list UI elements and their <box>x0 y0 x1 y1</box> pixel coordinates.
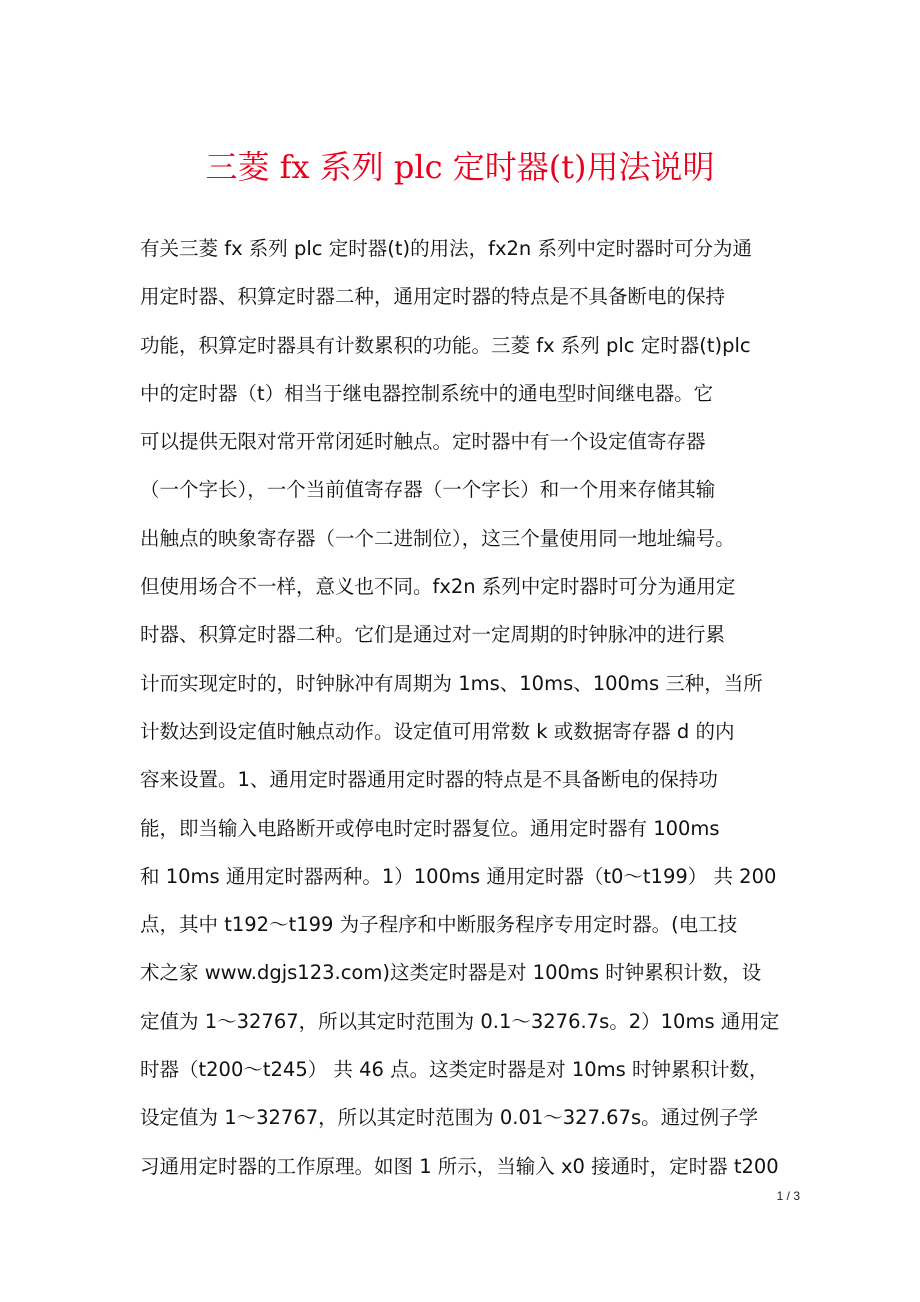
body-line: （一个字长），一个当前值寄存器（一个字长）和一个用来存储其输 <box>140 478 716 502</box>
body-line: 中的定时器（t）相当于继电器控制系统中的通电型时间继电器。它 <box>140 381 714 405</box>
body-line: 时器、积算定时器二种。它们是通过对一定周期的时钟脉冲的进行累 <box>140 623 726 647</box>
body-line: 计数达到设定值时触点动作。设定值可用常数 k 或数据寄存器 d 的内 <box>140 719 735 743</box>
body-line: 但使用场合不一样，意义也不同。fx2n 系列中定时器时可分为通用定 <box>140 575 736 599</box>
body-line: 可以提供无限对常开常闭延时触点。定时器中有一个设定值寄存器 <box>140 430 706 454</box>
body-line: 设定值为 1～32767，所以其定时范围为 0.01～327.67s。通过例子学 <box>140 1106 759 1130</box>
body-line: 定值为 1～32767，所以其定时范围为 0.1～3276.7s。2）10ms 通用定 <box>140 1009 780 1033</box>
body-line: 计而实现定时的，时钟脉冲有周期为 1ms、10ms、100ms 三种，当所 <box>140 671 763 695</box>
document-title: 三菱 fx 系列 plc 定时器(t)用法说明 <box>205 148 715 186</box>
body-line: 点，其中 t192～t199 为子程序和中断服务程序专用定时器。(电工技 <box>140 913 738 937</box>
page-number: 1 / 3 <box>776 1189 800 1203</box>
body-line: 时器（t200～t245） 共 46 点。这类定时器是对 10ms 时钟累积计数， <box>140 1058 769 1082</box>
document-body <box>140 225 800 1191</box>
body-line: 容来设置。1、通用定时器通用定时器的特点是不具备断电的保持功 <box>140 768 718 792</box>
body-line: 和 10ms 通用定时器两种。1）100ms 通用定时器（t0～t199） 共 200 <box>140 864 777 888</box>
body-line: 出触点的映象寄存器（一个二进制位），这三个量使用同一地址编号。 <box>140 526 735 550</box>
body-line: 能，即当输入电路断开或停电时定时器复位。通用定时器有 100ms <box>140 816 720 840</box>
body-line: 有关三菱 fx 系列 plc 定时器(t)的用法，fx2n 系列中定时器时可分为通 <box>140 237 752 260</box>
body-line: 术之家 www.dgjs123.com)这类定时器是对 100ms 时钟累积计数，设 <box>140 961 762 985</box>
body-line: 用定时器、积算定时器二种，通用定时器的特点是不具备断电的保持 <box>140 285 726 309</box>
body-line: 功能，积算定时器具有计数累积的功能。三菱 fx 系列 plc 定时器(t)plc <box>140 333 751 357</box>
body-line: 习通用定时器的工作原理。如图 1 所示，当输入 x0 接通时，定时器 t200 <box>140 1154 779 1178</box>
